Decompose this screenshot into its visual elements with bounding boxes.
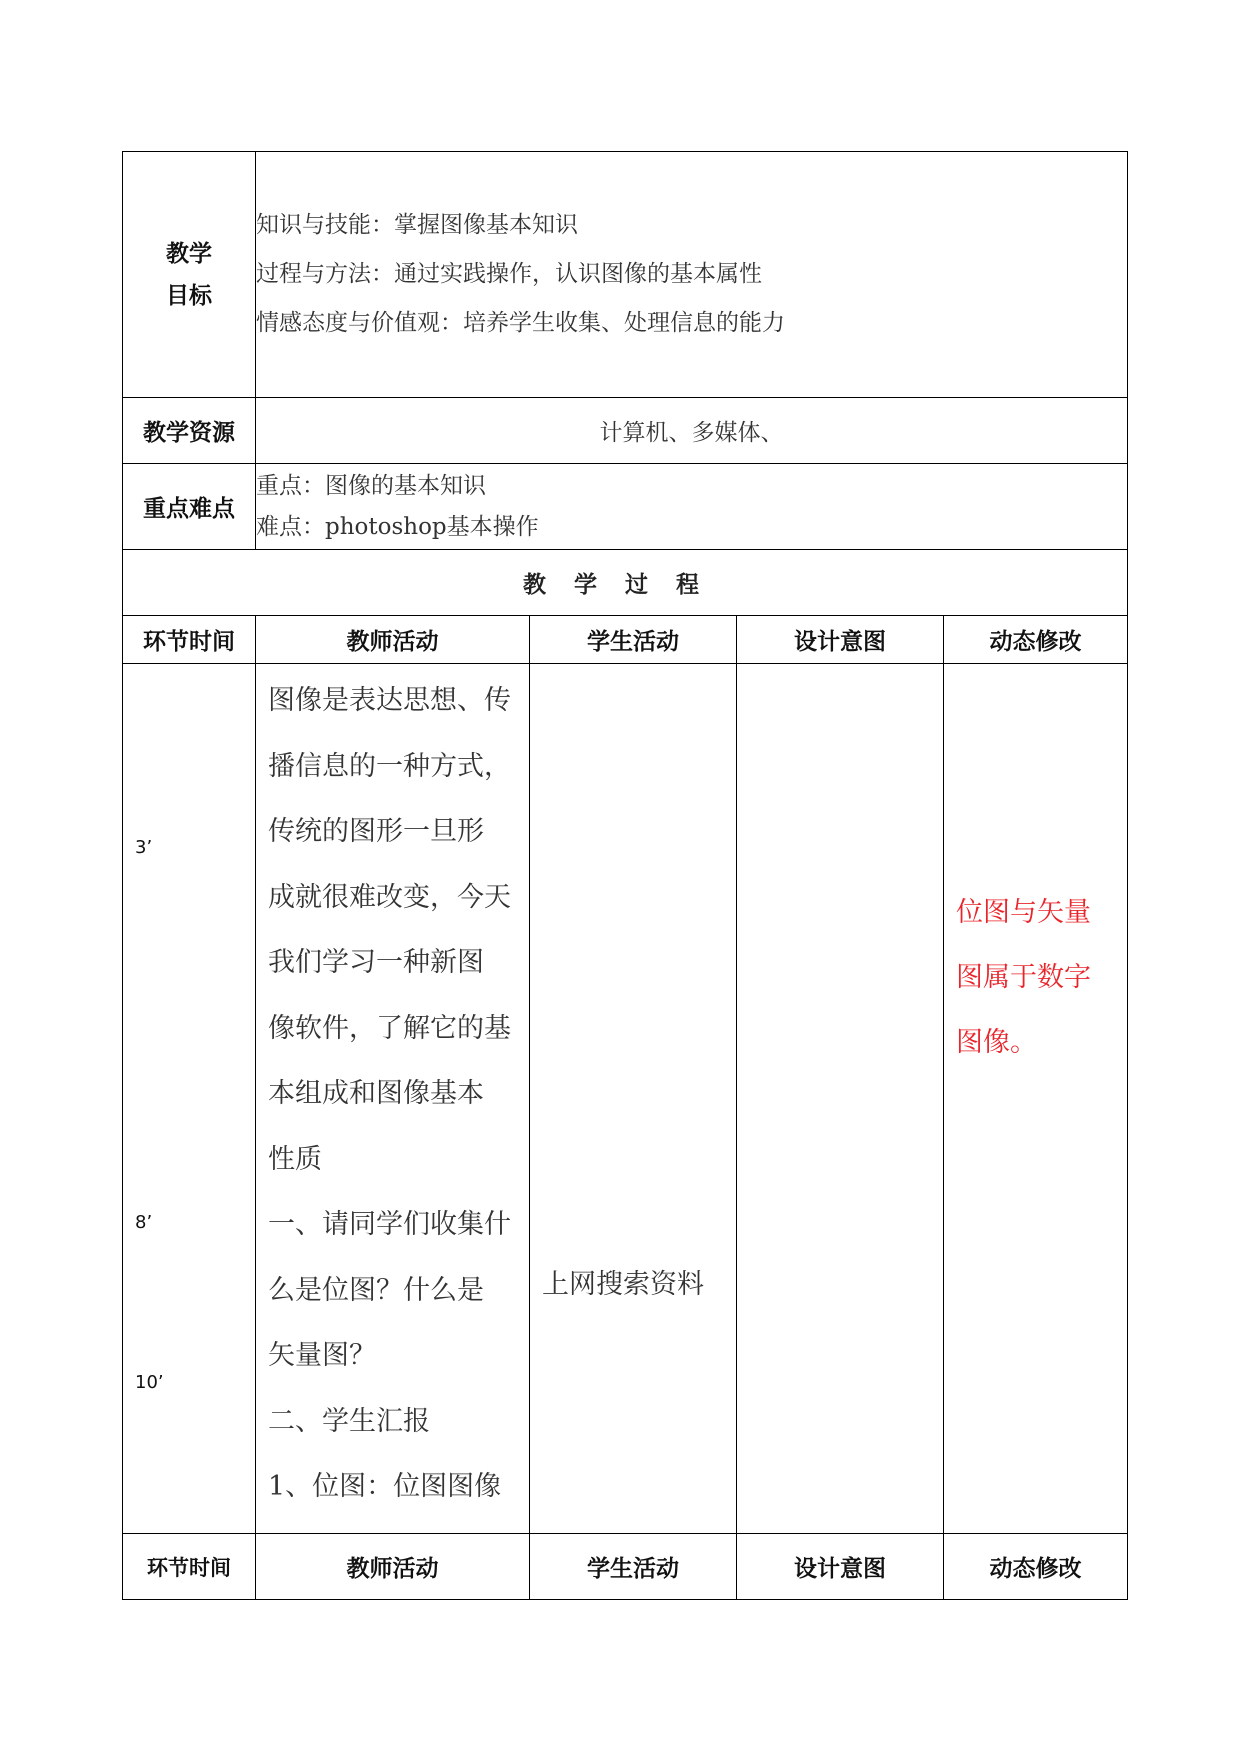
footer-header-design: 设计意图: [737, 1534, 944, 1600]
keypoints-row: [123, 464, 1128, 550]
teacher-line: 图像是表达思想、传: [268, 685, 511, 716]
resources-row: [123, 398, 1128, 464]
focus-point: 重点：图像的基本知识: [256, 472, 486, 499]
col-header-student: 学生活动: [530, 616, 737, 664]
col-header-teacher: 教师活动: [256, 616, 530, 664]
revision-line: 位图与矢量: [956, 897, 1091, 928]
goal-item: 情感态度与价值观：培养学生收集、处理信息的能力: [256, 310, 785, 336]
teacher-line: 成就很难改变，今天: [268, 881, 511, 913]
goals-label-line1: 教学: [166, 240, 212, 267]
goals-label-line2: 目标: [166, 282, 212, 309]
teacher-line: 二、学生汇报: [268, 1405, 430, 1437]
keypoints-label: 重点难点: [123, 464, 256, 550]
process-footer-row: [123, 1534, 1128, 1600]
footer-header-teacher: 教师活动: [256, 1534, 530, 1600]
teacher-line: 传统的图形一旦形: [268, 816, 484, 847]
teacher-line: 矢量图？: [268, 1340, 376, 1371]
process-title-row: [123, 550, 1128, 616]
process-header-row: [123, 616, 1128, 664]
goal-item: 过程与方法：通过实践操作，认识图像的基本属性: [256, 261, 762, 287]
revision-line: 图属于数字: [956, 962, 1091, 993]
footer-header-time: 环节时间: [123, 1534, 256, 1600]
difficulty-point: 难点：photoshop基本操作: [256, 513, 539, 540]
col-header-time: 环节时间: [123, 616, 256, 664]
teacher-line: 1、位图：位图图像: [268, 1471, 502, 1502]
revision-cell: [944, 664, 1128, 1534]
revision-line: 图像。: [956, 1027, 1037, 1058]
teacher-line: 播信息的一种方式，: [268, 750, 511, 782]
time-label: 8’: [135, 1212, 153, 1233]
keypoints-content: [256, 464, 1128, 550]
design-intent: [737, 664, 944, 1534]
teacher-line: 本组成和图像基本: [268, 1078, 484, 1109]
teacher-line: 一、请同学们收集什: [268, 1209, 511, 1240]
goals-row: [123, 152, 1128, 398]
time-label: 3’: [135, 837, 153, 858]
col-header-design: 设计意图: [737, 616, 944, 664]
teacher-activity: [256, 664, 530, 1534]
teacher-line: 性质: [268, 1143, 322, 1175]
lesson-plan-table: [122, 151, 1128, 1600]
time-label: 10’: [135, 1372, 164, 1393]
goal-item: 知识与技能：掌握图像基本知识: [256, 212, 578, 238]
process-body-row: [123, 664, 1128, 1534]
process-title: 教学过程: [123, 550, 1128, 616]
teacher-line: 我们学习一种新图: [268, 947, 484, 978]
col-header-revision: 动态修改: [944, 616, 1128, 664]
teacher-line: 像软件，了解它的基: [268, 1012, 511, 1044]
times-cell: [123, 664, 256, 1534]
resources-value: 计算机、多媒体、: [256, 398, 1128, 464]
goals-content: [256, 152, 1128, 398]
footer-header-student: 学生活动: [530, 1534, 737, 1600]
teacher-line: 么是位图？什么是: [268, 1274, 484, 1306]
student-activity-text: 上网搜索资料: [542, 1269, 704, 1300]
resources-label: 教学资源: [123, 398, 256, 464]
student-activity: [530, 664, 737, 1534]
goals-label-cell: [123, 152, 256, 398]
footer-header-revision: 动态修改: [944, 1534, 1128, 1600]
